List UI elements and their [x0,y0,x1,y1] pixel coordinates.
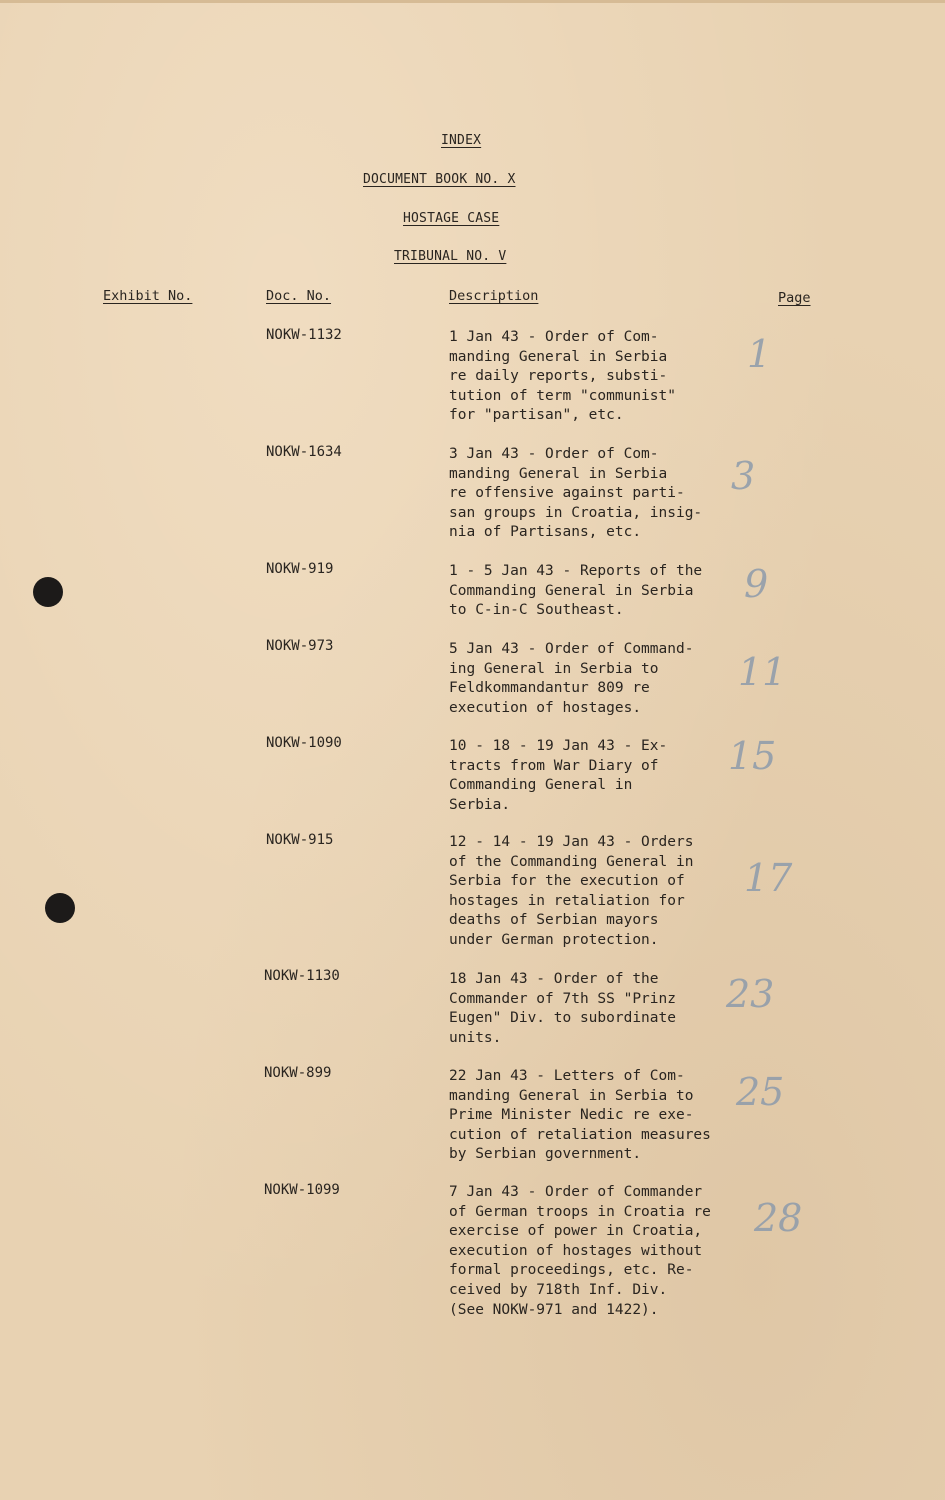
doc-number: NOKW-1634 [266,444,342,460]
handwritten-page-number: 17 [744,856,793,900]
doc-number: NOKW-973 [266,638,334,654]
top-edge [0,0,945,3]
document-book-heading: DOCUMENT BOOK NO. X [363,172,516,187]
description-text: 22 Jan 43 - Letters of Com- manding General in Serbia to Prime Minister Nedic re exe- cution of retaliation measures by Serbian government. [449,1068,711,1163]
description-text: 18 Jan 43 - Order of the Commander of 7th SS "Prinz Eugen" Div. to subordinate units. [449,971,676,1046]
doc-number: NOKW-1090 [266,735,342,751]
description-column-header: Description [449,288,539,304]
tribunal-heading: TRIBUNAL NO. V [394,249,507,264]
case-heading: HOSTAGE CASE [403,211,500,226]
punch-hole-lower [45,893,75,923]
handwritten-page-number: 15 [728,734,777,778]
doc-number: NOKW-1099 [264,1182,340,1198]
handwritten-page-number: 28 [754,1196,803,1240]
doc-number: NOKW-1132 [266,327,342,343]
description-text: 3 Jan 43 - Order of Com- manding General in Serbia re offensive against parti- san groups in Croatia, insig- nia of Partisans, etc. [449,446,703,541]
page-column-header: Page [778,290,811,306]
doc-number: NOKW-1130 [264,968,340,984]
handwritten-page-number: 11 [738,650,787,694]
doc-number: NOKW-899 [264,1065,332,1081]
doc-number: NOKW-915 [266,832,334,848]
description-text: 1 Jan 43 - Order of Com- manding General in Serbia re daily reports, substi- tution of term "communist" for "partisan", etc. [449,329,676,424]
handwritten-page-number: 1 [747,332,772,376]
doc-column-header: Doc. No. [266,288,332,304]
description-text: 10 - 18 - 19 Jan 43 - Ex- tracts from War Diary of Commanding General in Serbia. [449,738,668,813]
description-text: 12 - 14 - 19 Jan 43 - Orders of the Commanding General in Serbia for the execution of hostages in retaliation for deaths of Serbian mayors under German protection. [449,834,694,948]
description-text: 1 - 5 Jan 43 - Reports of the Commanding General in Serbia to C-in-C Southeast. [449,563,703,619]
handwritten-page-number: 3 [731,454,756,498]
index-heading: INDEX [441,133,482,148]
doc-number: NOKW-919 [266,561,334,577]
punch-hole-upper [33,577,63,607]
description-text: 5 Jan 43 - Order of Command- ing General in Serbia to Feldkommandantur 809 re execution of hostages. [449,641,694,716]
handwritten-page-number: 25 [736,1070,785,1114]
description-text: 7 Jan 43 - Order of Commander of German troops in Croatia re exercise of power in Croatia, execution of hostages without formal proceedings, etc. Re- ceived by 718th Inf. Div. (See NOKW-971 and 1422). [449,1184,711,1318]
exhibit-column-header: Exhibit No. [103,288,193,304]
handwritten-page-number: 23 [726,972,775,1016]
handwritten-page-number: 9 [744,562,769,606]
